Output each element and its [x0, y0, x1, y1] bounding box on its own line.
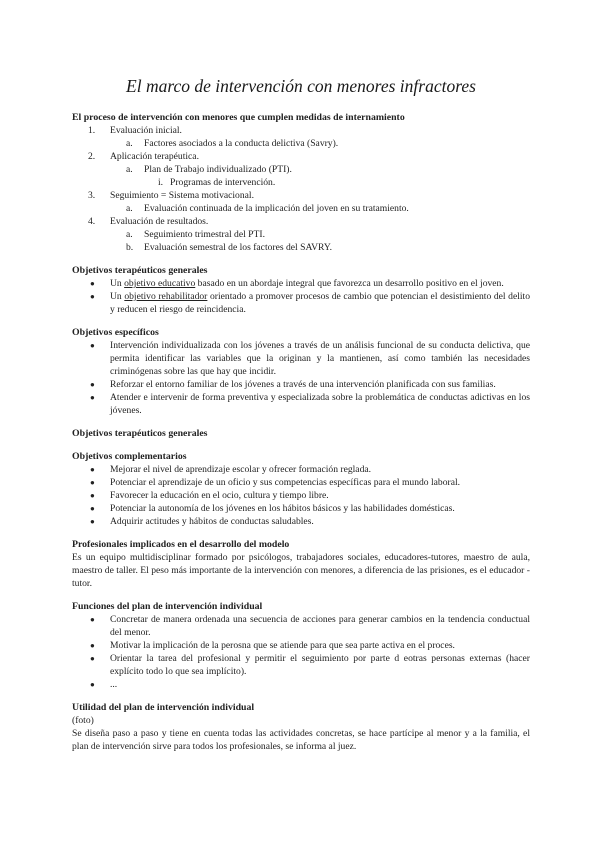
- list-item-text: Aplicación terapéutica.: [110, 151, 199, 162]
- section-funciones: [72, 600, 530, 691]
- section-proceso: [72, 111, 530, 254]
- list-item: ● Reforzar el entorno familiar de los jóvenes a través de una intervención planificada con sus familias.: [72, 378, 530, 391]
- list-item-text: Evaluación de resultados.: [110, 216, 209, 227]
- list-item: ● Potenciar el aprendizaje de un oficio y sus competencias específicas para el mundo laboral.: [72, 476, 530, 489]
- list-item: [110, 137, 530, 150]
- paragraph: Es un equipo multidisciplinar formado por psicólogos, trabajadores sociales, educadores-tutores, maestro de aula, maestro de taller. El peso más importante de la intervención con menores, a diferencia de las prisiones, es el educador - tutor.: [72, 552, 530, 589]
- list-item: [110, 241, 530, 254]
- text-run: orientado a promover procesos de cambio que potencian el desistimiento del delito y reducen el riesgo de reincidencia.: [110, 291, 531, 315]
- list-item-text: Seguimiento = Sistema motivacional.: [110, 190, 254, 201]
- bullet-list: [72, 277, 530, 316]
- section-objetivos-complementarios: [72, 450, 530, 528]
- list-item: ● Concretar de manera ordenada una secuencia de acciones para generar cambios en la tendencia conductual del menor.: [72, 613, 530, 639]
- section-objetivos-especificos: [72, 326, 530, 417]
- list-item: [110, 202, 530, 215]
- section-heading: Utilidad del plan de intervención individual: [72, 702, 255, 713]
- text-run: Un: [110, 291, 125, 302]
- list-number: b.: [126, 242, 134, 253]
- list-number: 1.: [88, 125, 96, 136]
- section-objetivos-generales: [72, 264, 530, 316]
- section-objetivos-generales-2: [72, 427, 530, 440]
- list-item: ● Atender e intervenir de forma preventiva y especializada sobre la problemática de conductas adictivas en los jóvenes.: [72, 391, 530, 417]
- section-profesionales: [72, 538, 530, 590]
- list-item: ● Motivar la implicación de la perosna que se atiende para que sea parte activa en el proces.: [72, 639, 530, 652]
- list-number: a.: [126, 203, 133, 214]
- list-item: [110, 163, 530, 176]
- numbered-list: [72, 124, 530, 254]
- section-heading: Objetivos específicos: [72, 327, 159, 338]
- bullet-list: [72, 463, 530, 528]
- list-number: a.: [126, 229, 133, 240]
- list-item: [72, 124, 530, 150]
- list-item: ● Intervención individualizada con los jóvenes a través de un análisis funcional de su conducta delictiva, que permita identificar las variables que la originan y la mantienen, así como también las necesidades criminógenas sobre las que hay que incidir.: [72, 339, 530, 378]
- section-heading: Funciones del plan de intervención individual: [72, 601, 263, 612]
- bullet-list: [72, 613, 530, 691]
- list-number: a.: [126, 138, 133, 149]
- list-item: ● Orientar la tarea del profesional y permitir el seguimiento por parte d eotras personas externas (hacer explícito todo lo que sea implícito).: [72, 652, 530, 678]
- list-item: [72, 150, 530, 189]
- section-heading: Objetivos terapéuticos generales: [72, 428, 208, 439]
- list-item: ● Adquirir actitudes y hábitos de conductas saludables.: [72, 515, 530, 528]
- section-heading: Objetivos terapéuticos generales: [72, 265, 208, 276]
- list-number: 2.: [88, 151, 96, 162]
- list-item-text: Evaluación semestral de los factores del SAVRY.: [144, 242, 333, 253]
- list-item-text: Plan de Trabajo individualizado (PTI).: [144, 164, 292, 175]
- underlined-term: objetivo educativo: [124, 278, 196, 289]
- bullet-list: [72, 339, 530, 417]
- list-item: [72, 176, 530, 189]
- list-item-text: Factores asociados a la conducta delictiva (Savry).: [144, 138, 339, 149]
- section-heading: Objetivos complementarios: [72, 451, 187, 462]
- page-title: El marco de intervención con menores infractores: [126, 76, 476, 96]
- text-run: basado en un abordaje integral que favorezca un desarrollo positivo en el joven.: [195, 278, 504, 289]
- list-item: [72, 189, 530, 215]
- list-item: ● ...: [72, 678, 530, 691]
- section-utilidad: [72, 701, 530, 753]
- list-item-text: Evaluación inicial.: [110, 125, 182, 136]
- paragraph: Se diseña paso a paso y tiene en cuenta todas las actividades concretas, se hace partícipe al menor y a la familia, el plan de intervención sirve para todos los profesionales, se informa al juez.: [72, 728, 530, 752]
- list-item-text: Evaluación continuada de la implicación del joven en su tratamiento.: [144, 203, 409, 214]
- list-item: [72, 290, 530, 316]
- list-number: a.: [126, 164, 133, 175]
- list-number: 3.: [88, 190, 96, 201]
- section-heading: El proceso de intervención con menores que cumplen medidas de internamiento: [72, 112, 405, 123]
- list-item: ● Favorecer la educación en el ocio, cultura y tiempo libre.: [72, 489, 530, 502]
- list-item: [72, 277, 530, 290]
- photo-note: (foto): [72, 715, 94, 726]
- list-number: i.: [158, 177, 164, 188]
- text-run: Un: [110, 278, 125, 289]
- underlined-term: objetivo rehabilitador: [124, 291, 208, 302]
- list-item-text: Programas de intervención.: [170, 177, 276, 188]
- list-item: [72, 215, 530, 254]
- list-item: [110, 228, 530, 241]
- section-heading: Profesionales implicados en el desarrollo del modelo: [72, 539, 290, 550]
- list-item: ● Mejorar el nivel de aprendizaje escolar y ofrecer formación reglada.: [72, 463, 530, 476]
- list-item-text: Seguimiento trimestral del PTI.: [144, 229, 265, 240]
- document-page: [72, 70, 530, 763]
- list-item: ● Potenciar la autonomía de los jóvenes en los hábitos básicos y las habilidades domésticas.: [72, 502, 530, 515]
- list-number: 4.: [88, 216, 96, 227]
